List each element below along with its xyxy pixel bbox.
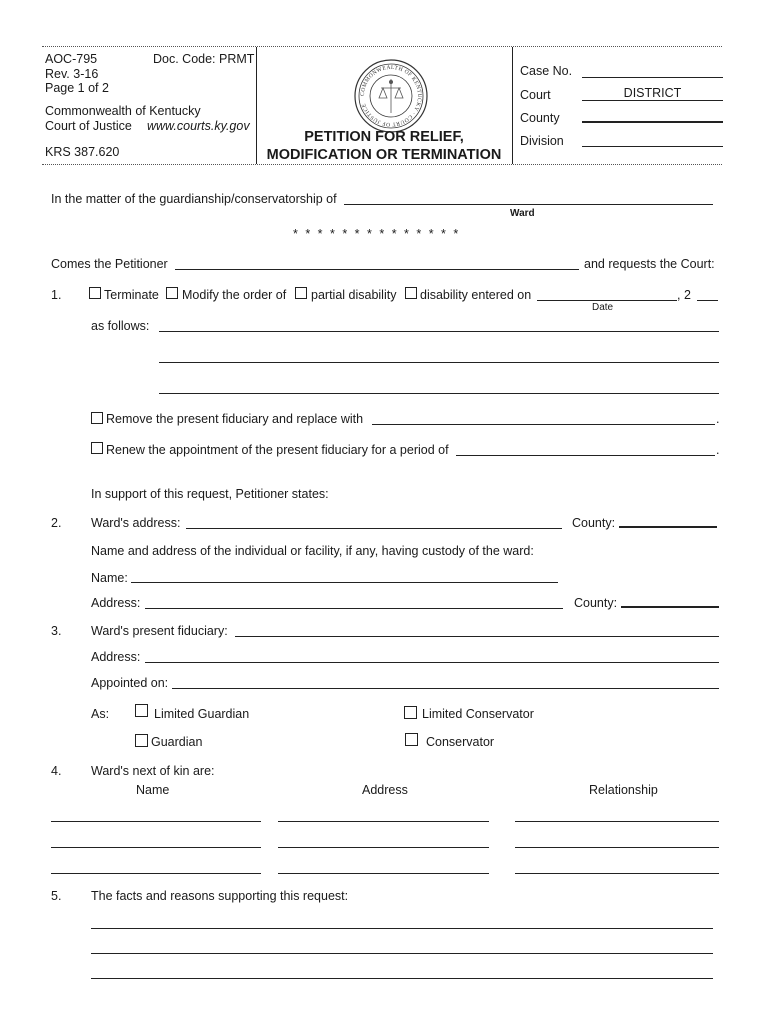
header-divider-right xyxy=(512,47,513,164)
kin-name-2[interactable] xyxy=(51,847,261,848)
court-label: Court xyxy=(520,88,551,102)
modify-label: Modify the order of xyxy=(182,288,287,302)
statute: KRS 387.620 xyxy=(45,145,120,159)
guardian-label: Guardian xyxy=(151,735,203,749)
renew-appointment-checkbox[interactable] xyxy=(91,442,103,454)
appointed-on-field[interactable] xyxy=(172,688,719,689)
doc-code: Doc. Code: PRMT xyxy=(153,52,255,66)
case-no-label: Case No. xyxy=(520,64,573,78)
header-top-rule xyxy=(42,46,722,47)
custodian-name-label: Name: xyxy=(91,571,128,585)
custodian-county-label: County: xyxy=(574,596,618,610)
appointed-on-label: Appointed on: xyxy=(91,676,169,690)
ward-county-label: County: xyxy=(572,516,616,530)
as-follows-label: as follows: xyxy=(91,319,150,333)
limited-conservator-label: Limited Conservator xyxy=(422,707,534,721)
court-seal-icon xyxy=(353,58,429,134)
kin-relationship-3[interactable] xyxy=(515,873,719,874)
modify-checkbox[interactable] xyxy=(166,287,178,299)
petitioner-prefix: Comes the Petitioner xyxy=(51,257,168,271)
terminate-label: Terminate xyxy=(104,288,159,302)
header-bottom-rule xyxy=(42,164,722,165)
as-label: As: xyxy=(91,707,110,721)
partial-disability-checkbox[interactable] xyxy=(295,287,307,299)
section3-number: 3. xyxy=(51,624,62,638)
ward-county-field[interactable] xyxy=(619,526,717,528)
terminate-checkbox[interactable] xyxy=(89,287,101,299)
conservator-checkbox[interactable] xyxy=(405,733,418,746)
seal-text: COMMONWEALTH OF KENTUCKY · COURT OF JUSTICE xyxy=(359,64,423,128)
next-of-kin-label: Ward's next of kin are: xyxy=(91,764,215,778)
facts-label: The facts and reasons supporting this request: xyxy=(91,889,349,903)
kin-address-2[interactable] xyxy=(278,847,489,848)
division-field[interactable] xyxy=(582,146,723,147)
remove-fiduciary-label: Remove the present fiduciary and replace with xyxy=(106,412,364,426)
wards-address-label: Ward's address: xyxy=(91,516,181,530)
ward-name-field[interactable] xyxy=(344,204,713,205)
court-name: Court of Justice xyxy=(45,119,132,133)
custodian-name-field[interactable] xyxy=(131,582,558,583)
petitioner-suffix: and requests the Court: xyxy=(584,257,715,271)
kin-address-3[interactable] xyxy=(278,873,489,874)
date-caption: Date xyxy=(592,302,614,313)
renew-appointment-label: Renew the appointment of the present fiduciary for a period of xyxy=(106,443,449,457)
as-follows-line-1[interactable] xyxy=(159,331,719,332)
facts-line-1[interactable] xyxy=(91,928,713,929)
section2-number: 2. xyxy=(51,516,62,530)
kin-name-3[interactable] xyxy=(51,873,261,874)
remove-fiduciary-checkbox[interactable] xyxy=(91,412,103,424)
fiduciary-field[interactable] xyxy=(235,636,719,637)
county-label: County xyxy=(520,111,560,125)
section1-number: 1. xyxy=(51,288,62,302)
col-name-header: Name xyxy=(136,783,170,797)
wards-address-field[interactable] xyxy=(186,528,562,529)
col-relationship-header: Relationship xyxy=(589,783,658,797)
kin-relationship-1[interactable] xyxy=(515,821,719,822)
revision: Rev. 3-16 xyxy=(45,67,99,81)
kin-name-1[interactable] xyxy=(51,821,261,822)
facts-line-3[interactable] xyxy=(91,978,713,979)
year-field[interactable] xyxy=(697,300,718,301)
case-no-field[interactable] xyxy=(582,77,723,78)
state-name: Commonwealth of Kentucky xyxy=(45,104,201,118)
kin-address-1[interactable] xyxy=(278,821,489,822)
limited-conservator-checkbox[interactable] xyxy=(404,706,417,719)
col-address-header: Address xyxy=(362,783,408,797)
kin-relationship-2[interactable] xyxy=(515,847,719,848)
custodian-address-label: Address: xyxy=(91,596,141,610)
limited-guardian-checkbox[interactable] xyxy=(135,704,148,717)
petitioner-name-field[interactable] xyxy=(175,269,579,270)
guardian-checkbox[interactable] xyxy=(135,734,148,747)
renew-period-field[interactable] xyxy=(456,455,715,456)
matter-label: In the matter of the guardianship/conservatorship of xyxy=(51,192,337,206)
renew-period: . xyxy=(716,443,720,457)
page-number: Page 1 of 2 xyxy=(45,81,109,95)
custodian-address-field[interactable] xyxy=(145,608,563,609)
section4-number: 4. xyxy=(51,764,62,778)
partial-disability-label: partial disability xyxy=(311,288,397,302)
replacement-fiduciary-field[interactable] xyxy=(372,424,715,425)
custodian-county-field[interactable] xyxy=(621,606,719,608)
date-field[interactable] xyxy=(537,300,677,301)
ward-caption: Ward xyxy=(510,208,535,219)
separator-stars: * * * * * * * * * * * * * * xyxy=(293,227,461,241)
county-field[interactable] xyxy=(582,121,723,123)
limited-guardian-label: Limited Guardian xyxy=(154,707,250,721)
year-prefix: , 2 xyxy=(677,288,691,302)
custody-label: Name and address of the individual or facility, if any, having custody of the ward: xyxy=(91,544,534,558)
section5-number: 5. xyxy=(51,889,62,903)
disability-checkbox[interactable] xyxy=(405,287,417,299)
form-number: AOC-795 xyxy=(45,52,98,66)
as-follows-line-3[interactable] xyxy=(159,393,719,394)
remove-period: . xyxy=(716,412,720,426)
website-link[interactable]: www.courts.ky.gov xyxy=(147,119,250,133)
fiduciary-address-field[interactable] xyxy=(145,662,719,663)
form-title-line1: PETITION FOR RELIEF, xyxy=(304,129,464,145)
facts-line-2[interactable] xyxy=(91,953,713,954)
court-value: DISTRICT xyxy=(623,86,682,100)
court-field[interactable] xyxy=(582,100,723,101)
disability-label: disability entered on xyxy=(420,288,532,302)
conservator-label: Conservator xyxy=(426,735,495,749)
fiduciary-address-label: Address: xyxy=(91,650,141,664)
division-label: Division xyxy=(520,134,564,148)
as-follows-line-2[interactable] xyxy=(159,362,719,363)
fiduciary-label: Ward's present fiduciary: xyxy=(91,624,228,638)
form-title-line2: MODIFICATION OR TERMINATION xyxy=(266,147,502,163)
support-statement: In support of this request, Petitioner states: xyxy=(91,487,329,501)
